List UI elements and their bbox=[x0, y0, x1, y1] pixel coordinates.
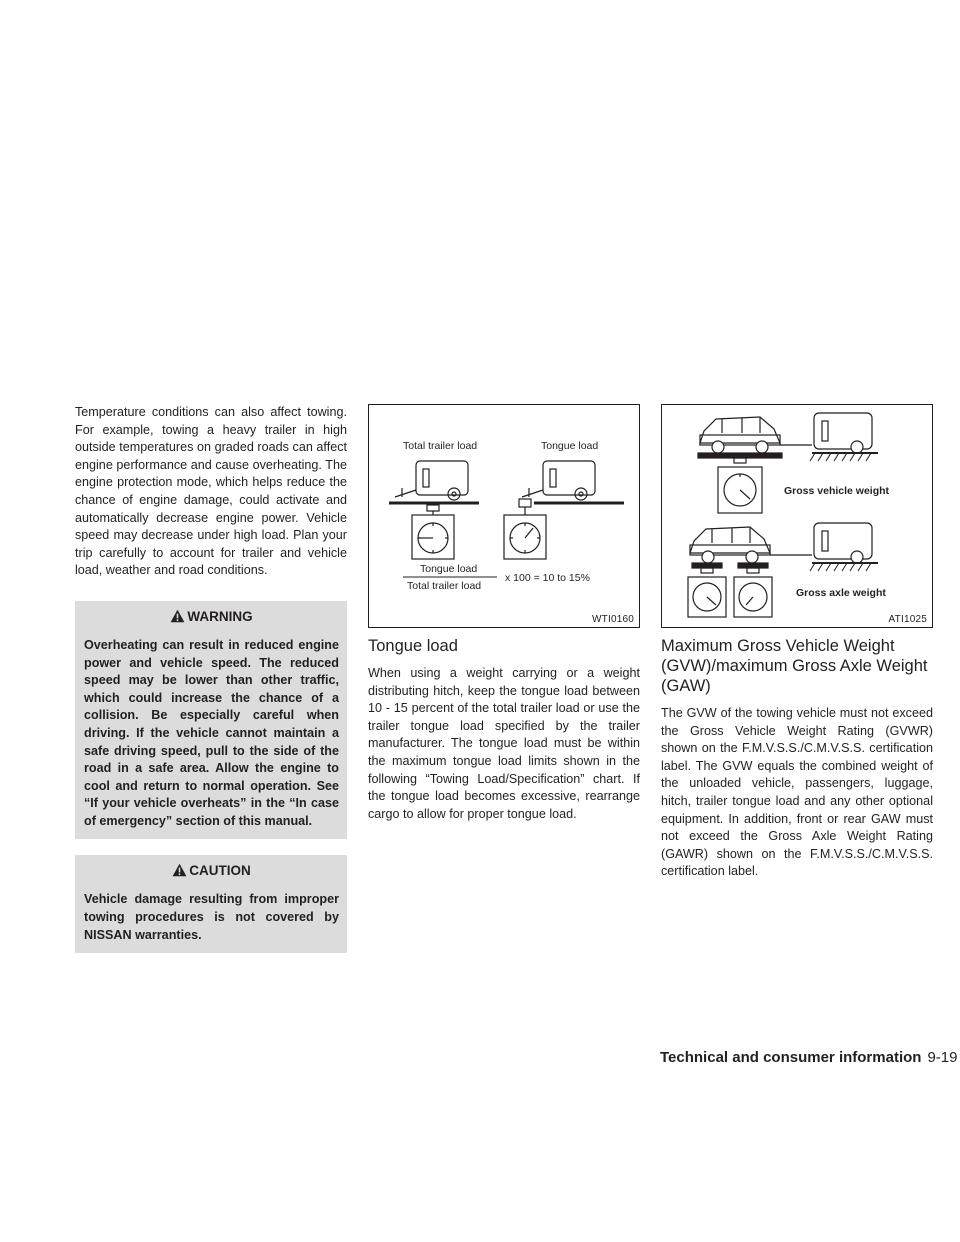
warning-text: Overheating can result in reduced engine power and vehicle speed. The reduced speed may be lower than other traffic, which could increase the chance of a collision. Be especially careful when driving. If the vehicle cannot maintain a safe driving speed, pull to the side of the road in a safe area. Allow the engine to cool and return to normal operation. See “If your vehicle overheats” in the “In case of emergency” section of this manual. bbox=[84, 637, 339, 828]
page-footer bbox=[660, 1049, 958, 1066]
figure-id: WTI0160 bbox=[592, 614, 634, 625]
warning-header bbox=[84, 607, 339, 627]
tongue-load-figure bbox=[368, 404, 640, 628]
bottom-vehicle-body bbox=[690, 527, 770, 553]
caution-triangle-icon bbox=[172, 863, 187, 877]
intro-paragraph: Temperature conditions can also affect towing. For example, towing a heavy trailer in high outside temperatures on graded roads can affect engine performance and cause overheating. The engine protection mode, which helps reduce the chance of engine damage, could activate and automatically decrease engine power. Vehicle speed may decrease under high load. Plan your trip carefully to account for trailer and vehicle load, weather and road conditions. bbox=[75, 405, 347, 578]
caution-title: CAUTION bbox=[189, 863, 251, 879]
left-trailer-door bbox=[423, 469, 429, 487]
column-2 bbox=[368, 404, 640, 823]
warning-triangle-icon bbox=[170, 609, 185, 623]
page-number: 9-19 bbox=[927, 1049, 958, 1066]
gross-weight-illustration bbox=[662, 405, 932, 627]
caution-box bbox=[75, 855, 347, 953]
gross-weight-text: The GVW of the towing vehicle must not exceed the Gross Vehicle Weight Rating (GVWR) shown on the F.M.V.S.S./C.M.V.S.S. certification label. The GVW equals the combined weight of the unloaded vehicle, passengers, luggage, hitch, trailer tongue load and any other optional equipment. In addition, front or rear GAW must not exceed the Gross Axle Weight Rating (GAWR) shown on the F.M.V.S.S./C.M.V.S.S. certification label. bbox=[661, 706, 933, 879]
footer-section-title: Technical and consumer information bbox=[660, 1049, 922, 1066]
tongue-load-illustration bbox=[369, 405, 639, 627]
column-1 bbox=[75, 404, 347, 953]
right-trailer-body bbox=[543, 461, 595, 495]
warning-box bbox=[75, 601, 347, 840]
left-trailer-body bbox=[416, 461, 468, 495]
gross-weight-figure bbox=[661, 404, 933, 628]
figure-id: ATI1025 bbox=[888, 614, 927, 625]
label-total-trailer-load: Total trailer load bbox=[403, 440, 478, 452]
fraction-numerator: Tongue load bbox=[420, 563, 478, 575]
right-trailer-door bbox=[550, 469, 556, 487]
caution-header bbox=[84, 861, 339, 881]
label-gross-vehicle-weight: Gross vehicle weight bbox=[784, 485, 890, 497]
top-vehicle-body bbox=[700, 417, 780, 443]
gross-weight-heading: Maximum Gross Vehicle Weight (GVW)/maximum Gross Axle Weight (GAW) bbox=[661, 637, 928, 695]
tongue-load-text: When using a weight carrying or a weight distributing hitch, keep the tongue load between 10 - 15 percent of the total trailer load or use the trailer tongue load specified by the trailer manufacturer. The tongue load must be within the maximum tongue load limits shown in the following “Towing Load/Specification” chart. If the tongue load becomes excessive, rearrange cargo to allow for proper tongue load. bbox=[368, 666, 640, 821]
warning-title: WARNING bbox=[187, 608, 253, 624]
caution-text: Vehicle damage resulting from improper towing procedures is not covered by NISSAN warranties. bbox=[84, 892, 339, 942]
column-3 bbox=[661, 404, 933, 881]
bottom-trailer-body bbox=[814, 523, 872, 559]
tongue-load-heading: Tongue load bbox=[368, 637, 458, 655]
label-tongue-load: Tongue load bbox=[541, 440, 599, 452]
left-trailer-wheel bbox=[448, 488, 460, 500]
fraction-denominator: Total trailer load bbox=[407, 580, 482, 592]
right-trailer-wheel bbox=[575, 488, 587, 500]
formula-result: x 100 = 10 to 15% bbox=[505, 572, 590, 584]
top-trailer-body bbox=[814, 413, 872, 449]
label-gross-axle-weight: Gross axle weight bbox=[796, 587, 886, 599]
